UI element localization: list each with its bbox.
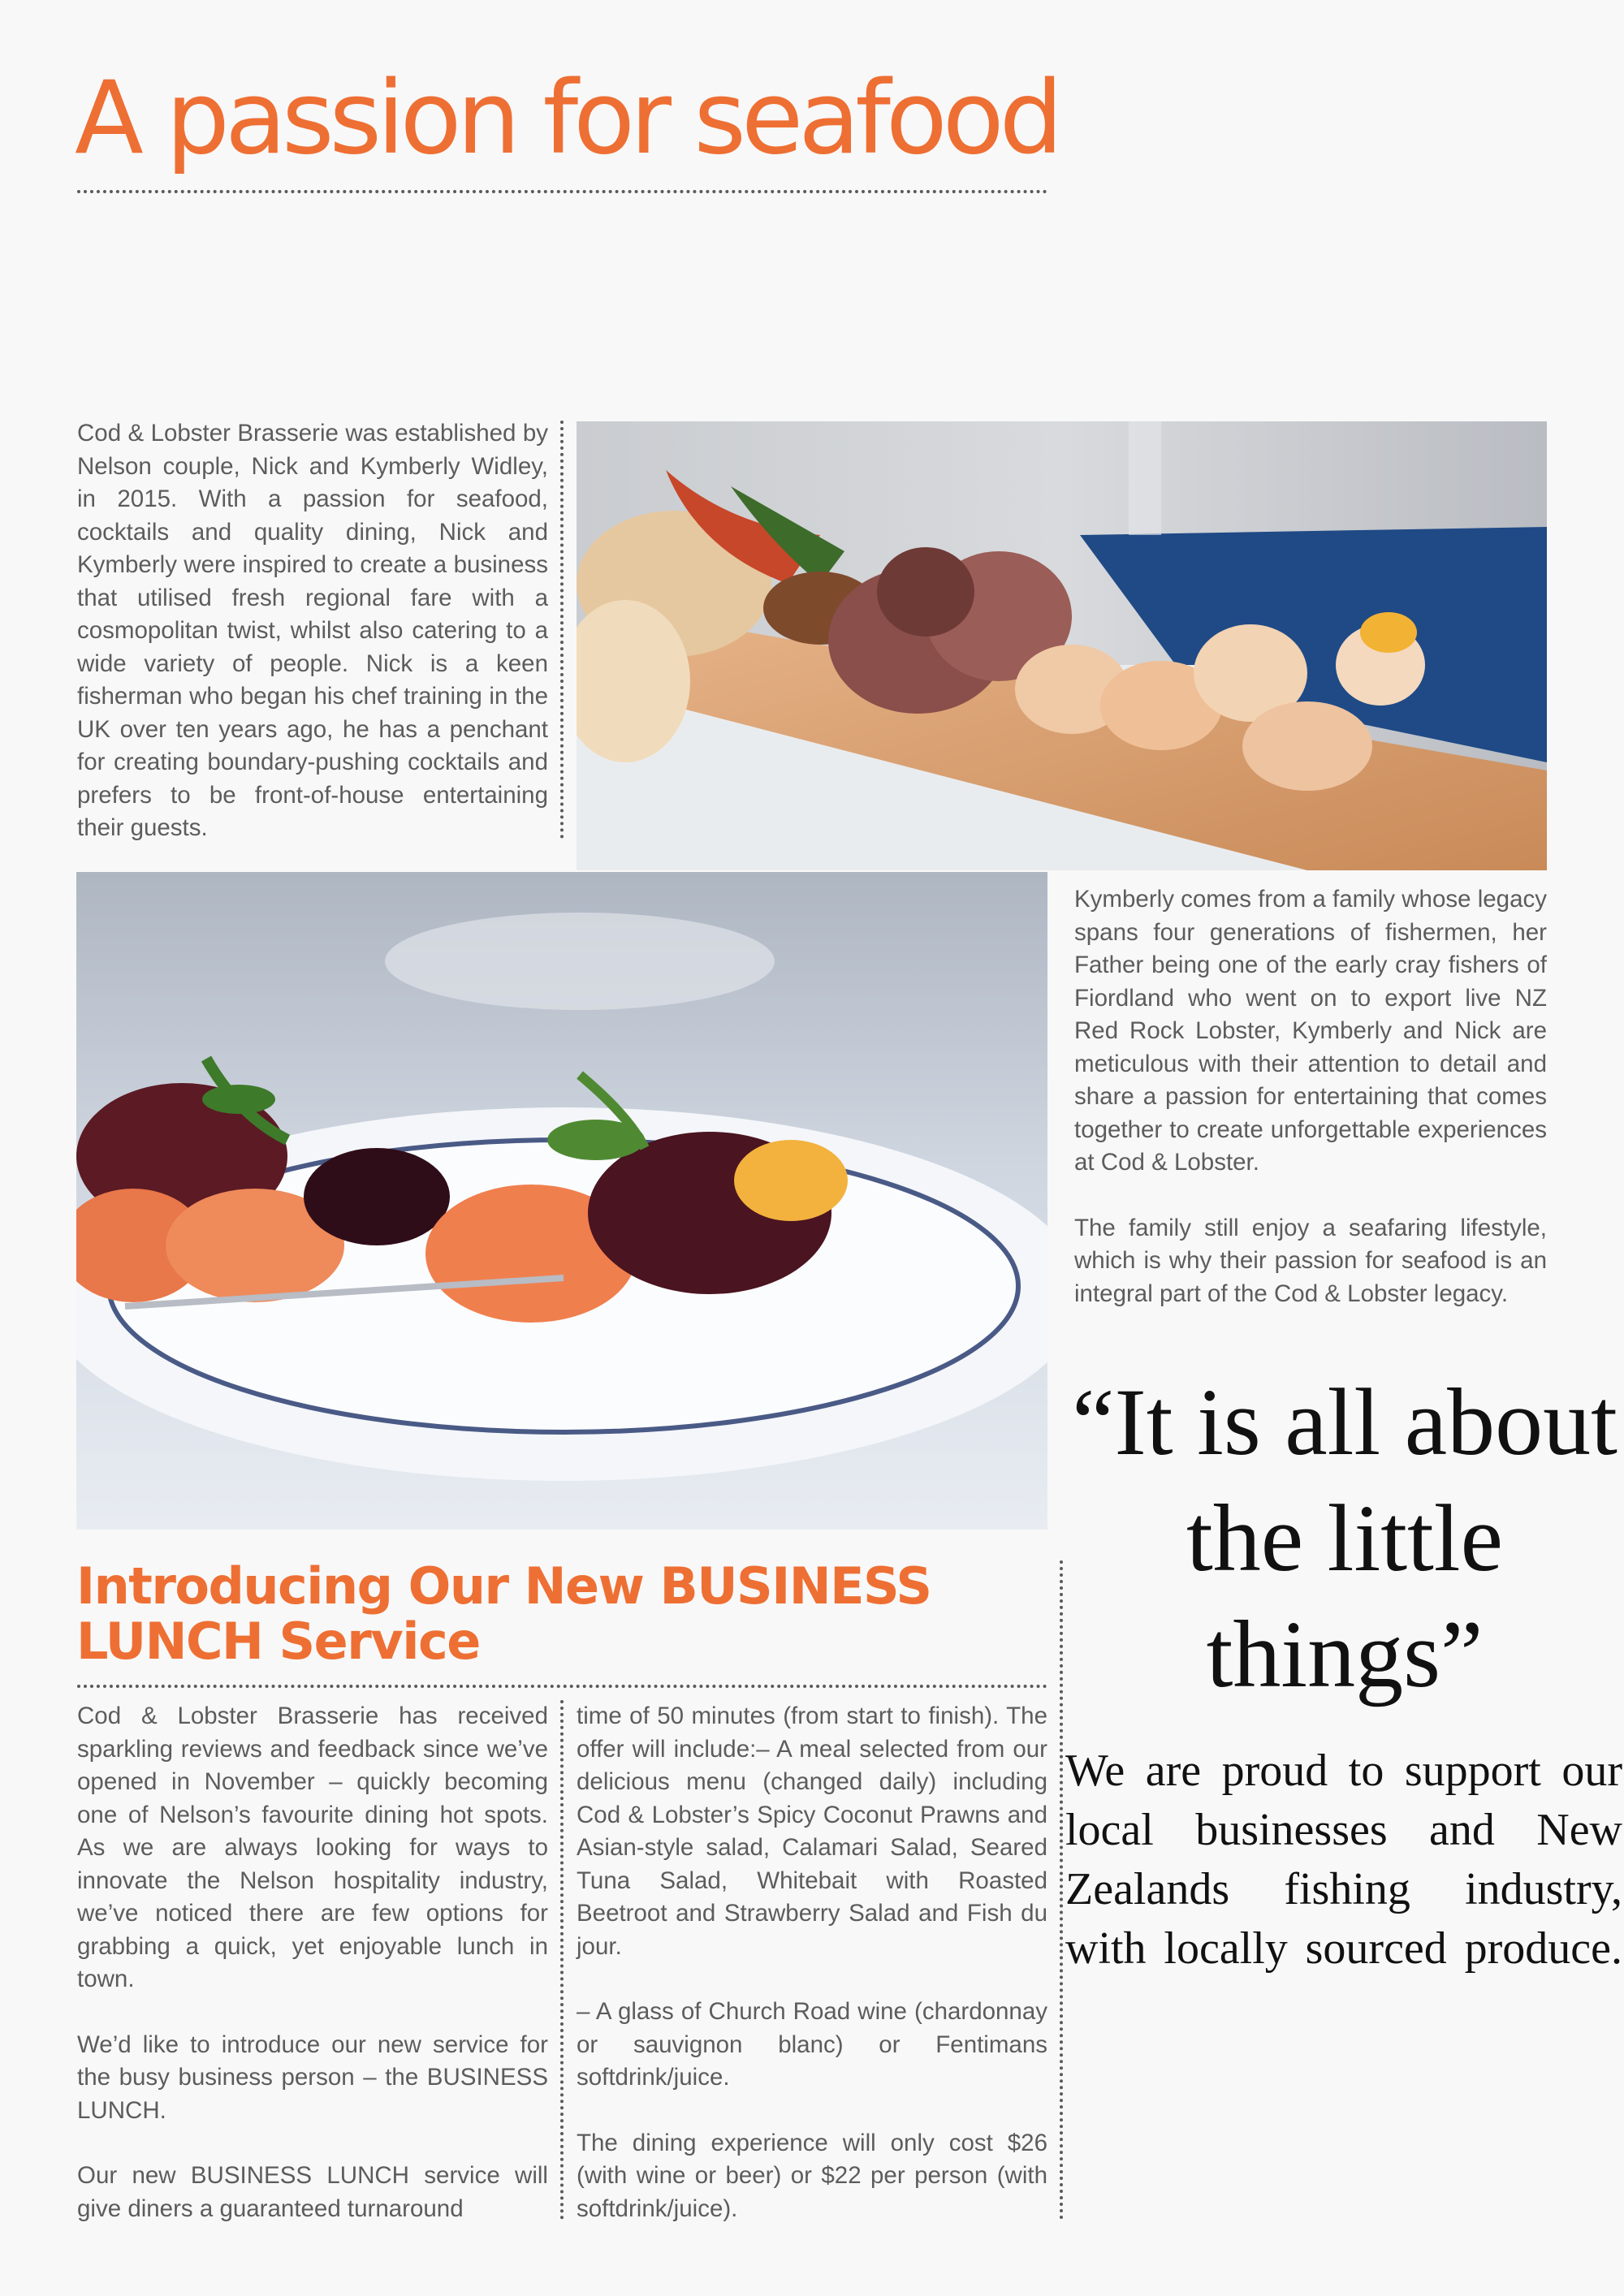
pull-quote: “It is all about the little things”: [1072, 1369, 1618, 1707]
lunch-col1-paragraph-1: Cod & Lobster Brasserie has received sparkling reviews and feedback since we’ve opened in November – quickly becoming one of Nelson’s favourite dining hot spots. As we are always looking for ways to innovate the Nelson hospitality industry, we’ve noticed there are few options for grabbing a quick, yet enjoyable lunch in town.: [77, 1703, 548, 1992]
lunch-col1-paragraph-2: We’d like to introduce our new service for the busy business person – the BUSINESS LUNCH.: [77, 2031, 548, 2124]
page-title: A passion for seafood: [75, 60, 1059, 177]
salmon-beetroot-photo: [76, 872, 1047, 1530]
business-lunch-column-1: [77, 1700, 548, 2225]
business-lunch-divider: [77, 1685, 1047, 1688]
title-divider: [77, 190, 1047, 193]
lunch-col1-paragraph-3: Our new BUSINESS LUNCH service will give diners a guaranteed turnaround: [77, 2162, 548, 2222]
intro-text: Cod & Lobster Brasserie was established by Nelson couple, Nick and Kymberly Widley, in 2015. With a passion for seafood, cocktails and quality dining, Nick and Kymberly were inspired to create a business that utilised fresh regional fare with a cosmopolitan twist, whilst also catering to a wide variety of people. Nick is a keen fisherman who began his chef training in the UK over ten years ago, he has a penchant for creating boundary-pushing cocktails and prefers to be front-of-house entertaining their guests.: [77, 420, 548, 841]
intro-paragraph: [77, 417, 548, 845]
intro-column-divider: [560, 421, 564, 839]
lunch-col2-paragraph-1: time of 50 minutes (from start to finish). The offer will include:– A meal selected from our delicious menu (changed daily) including Cod & Lobster’s Spicy Coconut Prawns and Asian-style salad, Calamari Salad, Seared Tuna Salad, Whitebait with Roasted Beetroot and Strawberry Salad and Fish du jour.: [577, 1703, 1047, 1960]
lunch-col2-paragraph-3: The dining experience will only cost $26 (with wine or beer) or $22 per person (with softdrink/juice).: [577, 2129, 1047, 2222]
business-lunch-heading: Introducing Our New BUSINESS LUNCH Service: [76, 1556, 931, 1671]
quote-column-divider: [1060, 1560, 1063, 2220]
family-paragraph-2: The family still enjoy a seafaring lifestyle, which is why their passion for seafood is an integral part of the Cod & Lobster legacy.: [1074, 1214, 1547, 1307]
family-paragraphs: [1074, 883, 1547, 1310]
lunch-column-divider: [560, 1700, 564, 2220]
family-paragraph-1: Kymberly comes from a family whose legacy spans four generations of fishermen, her Father being one of the early cray fishers of Fiordland who went on to export live NZ Red Rock Lobster, Kymberly and Nick are meticulous with their attention to detail and share a passion for entertaining that comes together to create unforgettable experiences at Cod & Lobster.: [1074, 886, 1547, 1176]
support-statement: We are proud to support our local businesses and New Zealands fishing industry, with locally sourced produce.: [1065, 1746, 1622, 1974]
business-lunch-column-2: [577, 1700, 1047, 2225]
seafood-platter-photo: [577, 421, 1547, 870]
lunch-col2-paragraph-2: – A glass of Church Road wine (chardonnay or sauvignon blanc) or Fentimans softdrink/juice.: [577, 1998, 1047, 2091]
